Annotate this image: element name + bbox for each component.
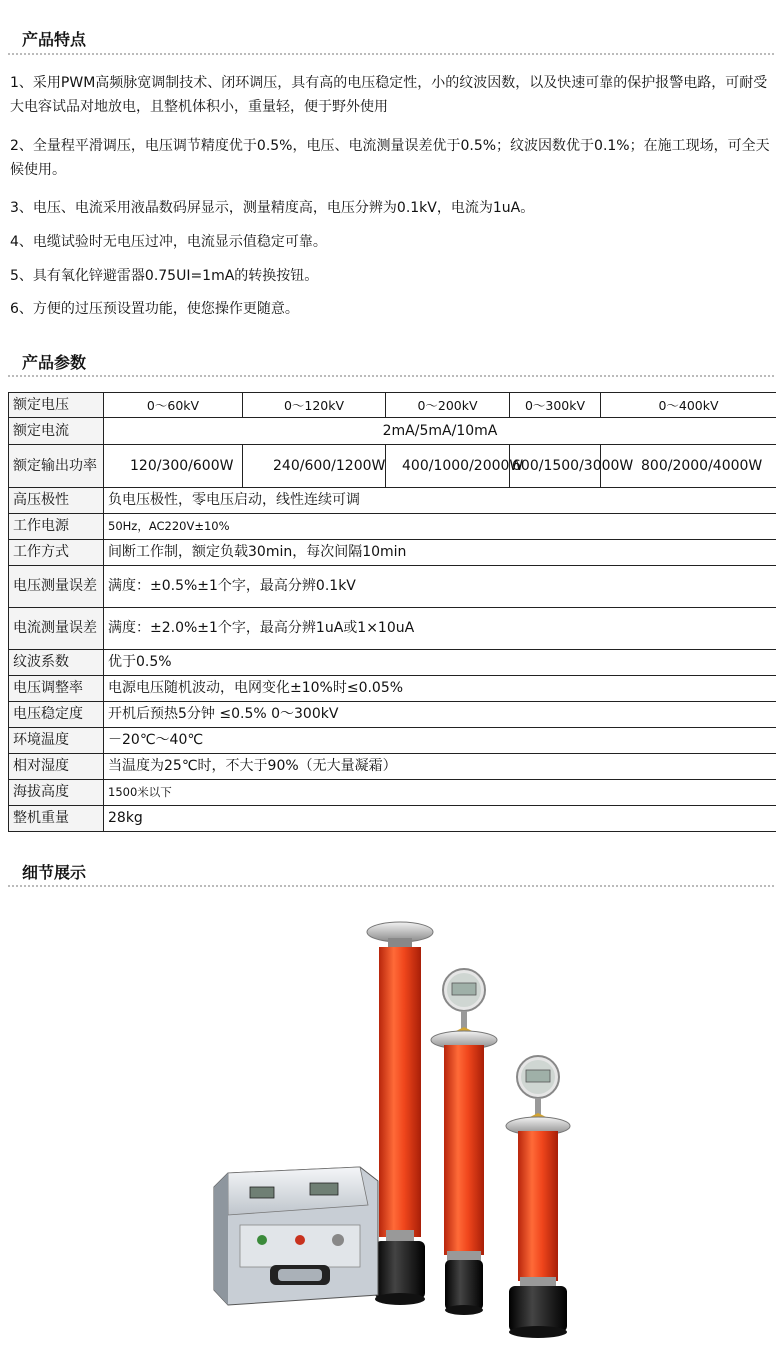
table-row (9, 676, 776, 702)
param-value: 0～300kV (510, 393, 601, 418)
param-label: 电流测量误差 (9, 608, 104, 650)
param-value: 0～200kV (386, 393, 510, 418)
param-value: 2mA/5mA/10mA (104, 418, 776, 445)
param-label: 海拔高度 (9, 780, 104, 806)
param-label: 电压调整率 (9, 676, 104, 702)
params-table (8, 392, 776, 832)
param-value: 1500米以下 (104, 780, 776, 806)
feature-item-6: 6、方便的过压预设置功能，使您操作更随意。 (10, 301, 299, 317)
param-value: 120/300/600W (104, 445, 243, 488)
param-value: 当温度为25℃时，不大于90%（无大量凝霜） (104, 754, 776, 780)
detail-section-title: 细节展示 (22, 863, 87, 882)
param-label: 电压稳定度 (9, 702, 104, 728)
short-voltage-tube (506, 1056, 570, 1338)
middle-voltage-tube (431, 969, 497, 1315)
param-label: 工作方式 (9, 540, 104, 566)
param-value: 0～400kV (601, 393, 776, 418)
table-row (9, 728, 776, 754)
table-row (9, 754, 776, 780)
param-label: 额定电流 (9, 418, 104, 445)
table-row (9, 488, 776, 514)
feature-item-4: 4、电缆试验时无电压过冲，电流显示值稳定可靠。 (10, 234, 327, 250)
param-label: 整机重量 (9, 806, 104, 832)
param-label: 电压测量误差 (9, 566, 104, 608)
control-box (214, 1167, 378, 1305)
table-row (9, 608, 776, 650)
param-value: －20℃～40℃ (104, 728, 776, 754)
param-label: 纹波系数 (9, 650, 104, 676)
param-label: 额定输出功率 (9, 445, 104, 488)
param-value: 间断工作制，额定负载30min，每次间隔10min (104, 540, 776, 566)
section-divider (8, 53, 774, 55)
table-row (9, 418, 776, 445)
param-value: 50Hz，AC220V±10% (104, 514, 776, 540)
feature-item-5: 5、具有氧化锌避雷器0.75UI=1mA的转换按钮。 (10, 268, 319, 284)
param-value: 0～120kV (243, 393, 386, 418)
section-divider (8, 375, 774, 377)
feature-item-1: 1、采用PWM高频脉宽调制技术、闭环调压，具有高的电压稳定性，小的纹波因数，以及快速可靠的保护报警电路，可耐受大电容试品对地放电，且整机体积小，重量轻，便于野外使用 (10, 75, 768, 115)
table-row (9, 780, 776, 806)
table-row (9, 566, 776, 608)
param-value: 开机后预热5分钟 ≤0.5% 0～300kV (104, 702, 776, 728)
table-row (9, 393, 776, 418)
param-label: 高压极性 (9, 488, 104, 514)
param-label: 额定电压 (9, 393, 104, 418)
table-row (9, 702, 776, 728)
features-section-title: 产品特点 (22, 30, 87, 49)
table-row (9, 650, 776, 676)
params-section-title: 产品参数 (22, 353, 87, 372)
section-divider (8, 885, 774, 887)
table-row (9, 514, 776, 540)
param-value: 电源电压随机波动，电网变化±10%时≤0.05% (104, 676, 776, 702)
feature-item-2: 2、全量程平滑调压，电压调节精度优于0.5%，电压、电流测量误差优于0.5%；纹波因数优于0.1%；在施工现场，可全天候使用。 (10, 138, 770, 178)
param-label: 工作电源 (9, 514, 104, 540)
param-value: 400/1000/2000W (386, 445, 510, 488)
param-value: 800/2000/4000W (601, 445, 776, 488)
param-value: 600/1500/3000W (510, 445, 601, 488)
param-value: 0～60kV (104, 393, 243, 418)
param-value: 28kg (104, 806, 776, 832)
feature-item-3: 3、电压、电流采用液晶数码屏显示，测量精度高，电压分辨为0.1kV，电流为1uA。 (10, 200, 535, 216)
product-photo (200, 905, 580, 1345)
param-value: 满度：±2.0%±1个字，最高分辨1uA或1×10uA (104, 608, 776, 650)
param-value: 240/600/1200W (243, 445, 386, 488)
table-row (9, 445, 776, 488)
table-row (9, 540, 776, 566)
param-value: 优于0.5% (104, 650, 776, 676)
param-value: 负电压极性，零电压启动，线性连续可调 (104, 488, 776, 514)
param-value: 满度：±0.5%±1个字，最高分辨0.1kV (104, 566, 776, 608)
param-label: 相对湿度 (9, 754, 104, 780)
param-label: 环境温度 (9, 728, 104, 754)
table-row (9, 806, 776, 832)
